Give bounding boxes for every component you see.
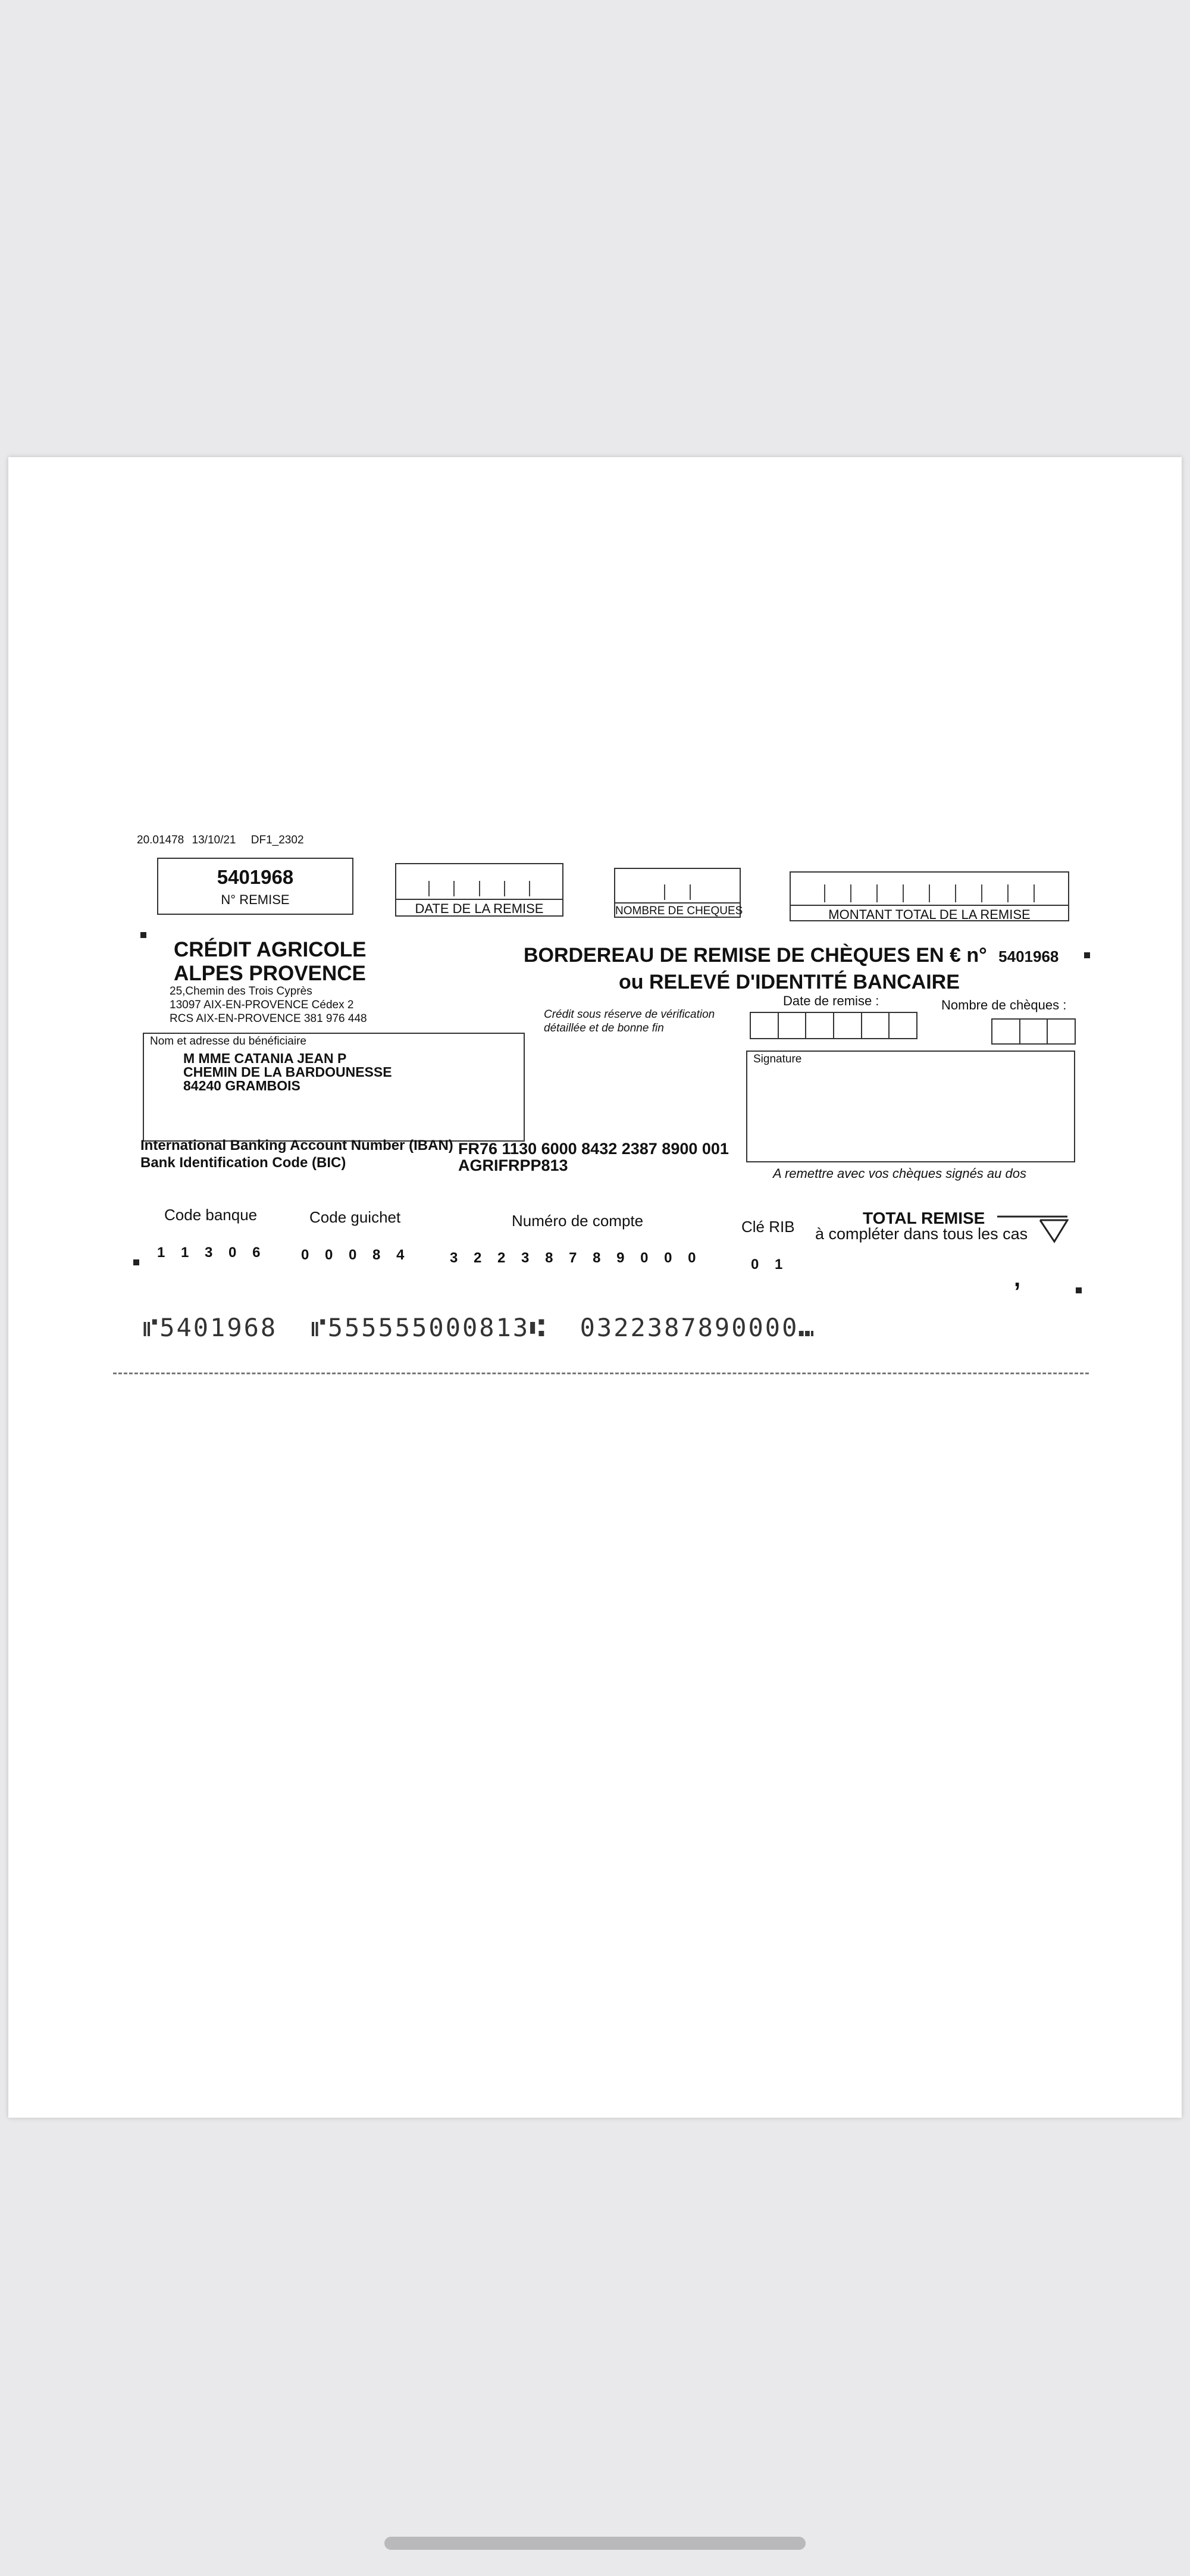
corner-mark-right bbox=[1084, 952, 1090, 958]
nombre-cheques-small-cells[interactable] bbox=[991, 1018, 1076, 1045]
nombre-cells bbox=[639, 884, 716, 900]
bank-rcs: RCS AIX-EN-PROVENCE 381 976 448 bbox=[170, 1012, 367, 1025]
corner-mark-left bbox=[140, 932, 146, 938]
credit-note bbox=[544, 1008, 715, 1035]
corner-mark-right-lower bbox=[1076, 1287, 1082, 1293]
document-page bbox=[8, 457, 1182, 2118]
title-text: BORDEREAU DE REMISE DE CHÈQUES EN € n° bbox=[524, 944, 987, 967]
code-banque-value: 1 1 3 0 6 bbox=[157, 1245, 267, 1261]
code-guichet-value: 0 0 0 8 4 bbox=[301, 1247, 411, 1263]
remise-number-box bbox=[157, 858, 353, 915]
total-remise-arrow-icon bbox=[997, 1214, 1069, 1244]
tear-line bbox=[113, 1373, 1089, 1374]
code-guichet-label: Code guichet bbox=[309, 1208, 401, 1226]
form-title-line1 bbox=[524, 944, 1059, 967]
cle-rib-value: 0 1 bbox=[751, 1256, 789, 1273]
bank-name bbox=[174, 938, 366, 986]
nombre-cheques-small-label: Nombre de chèques : bbox=[941, 998, 1067, 1012]
bank-address-line2: 13097 AIX-EN-PROVENCE Cédex 2 bbox=[170, 999, 354, 1011]
total-remise-sublabel: à compléter dans tous les cas bbox=[815, 1225, 1028, 1243]
credit-note-line2: détaillée et de bonne fin bbox=[544, 1022, 664, 1034]
form-version: DF1_2302 bbox=[250, 834, 304, 846]
beneficiary-label: Nom et adresse du bénéficiaire bbox=[150, 1035, 306, 1048]
date-remise-small-cells[interactable] bbox=[750, 1012, 917, 1039]
bank-name-line1: CRÉDIT AGRICOLE bbox=[174, 938, 367, 961]
remise-number: 5401968 bbox=[217, 866, 294, 888]
numero-compte-value: 3 2 2 3 8 7 8 9 0 0 0 bbox=[450, 1250, 702, 1266]
form-code: 20.01478 bbox=[137, 834, 184, 846]
form-date: 13/10/21 bbox=[192, 834, 236, 846]
credit-note-line1: Crédit sous réserve de vérification bbox=[544, 1008, 715, 1021]
bank-name-line2: ALPES PROVENCE bbox=[174, 962, 366, 985]
date-remise-small-label: Date de remise : bbox=[783, 993, 879, 1008]
cle-rib-label: Clé RIB bbox=[741, 1218, 795, 1236]
total-remise-label: TOTAL REMISE bbox=[863, 1209, 985, 1227]
home-indicator[interactable] bbox=[384, 2537, 806, 2550]
montant-cells bbox=[799, 884, 1060, 902]
numero-compte-label: Numéro de compte bbox=[512, 1212, 644, 1230]
beneficiary-city: 84240 GRAMBOIS bbox=[183, 1078, 300, 1093]
micr-part1: ⑈5401968 bbox=[143, 1313, 278, 1342]
corner-mark-left-lower bbox=[133, 1259, 139, 1265]
remise-number-label: N° REMISE bbox=[221, 892, 290, 907]
iban-value: FR76 1130 6000 8432 2387 8900 001 bbox=[458, 1140, 729, 1158]
date-remise-box[interactable] bbox=[395, 863, 563, 917]
code-banque-label: Code banque bbox=[164, 1206, 258, 1224]
bank-address bbox=[170, 984, 367, 1026]
micr-part2: ⑈555555000813⑆ bbox=[311, 1313, 547, 1342]
bic-label: Bank Identification Code (BIC) bbox=[140, 1155, 346, 1171]
date-cells bbox=[405, 881, 554, 896]
remettre-note: A remettre avec vos chèques signés au dos bbox=[773, 1166, 1026, 1181]
nombre-cheques-label: NOMBRE DE CHEQUES bbox=[615, 902, 740, 918]
micr-line bbox=[143, 1313, 816, 1342]
beneficiary-address bbox=[183, 1052, 392, 1093]
total-remise-comma: , bbox=[1014, 1265, 1021, 1292]
montant-total-box[interactable] bbox=[790, 871, 1069, 921]
beneficiary-name: M MME CATANIA JEAN P bbox=[183, 1051, 347, 1066]
form-reference bbox=[137, 834, 304, 847]
signature-box[interactable] bbox=[746, 1051, 1075, 1162]
bank-address-line1: 25,Chemin des Trois Cyprès bbox=[170, 985, 312, 998]
micr-part3: 0322387890000⑉ bbox=[580, 1313, 816, 1342]
signature-label: Signature bbox=[753, 1053, 802, 1065]
title-number: 5401968 bbox=[998, 948, 1059, 965]
montant-total-label: MONTANT TOTAL DE LA REMISE bbox=[791, 905, 1068, 923]
date-remise-label: DATE DE LA REMISE bbox=[396, 899, 562, 917]
form-title-line2: ou RELEVÉ D'IDENTITÉ BANCAIRE bbox=[619, 971, 960, 993]
bic-value: AGRIFRPP813 bbox=[458, 1156, 568, 1174]
iban-label: International Banking Account Number (IBAN) bbox=[140, 1137, 453, 1153]
nombre-cheques-box[interactable] bbox=[614, 868, 741, 918]
beneficiary-street: CHEMIN DE LA BARDOUNESSE bbox=[183, 1064, 392, 1080]
beneficiary-box bbox=[143, 1033, 525, 1142]
